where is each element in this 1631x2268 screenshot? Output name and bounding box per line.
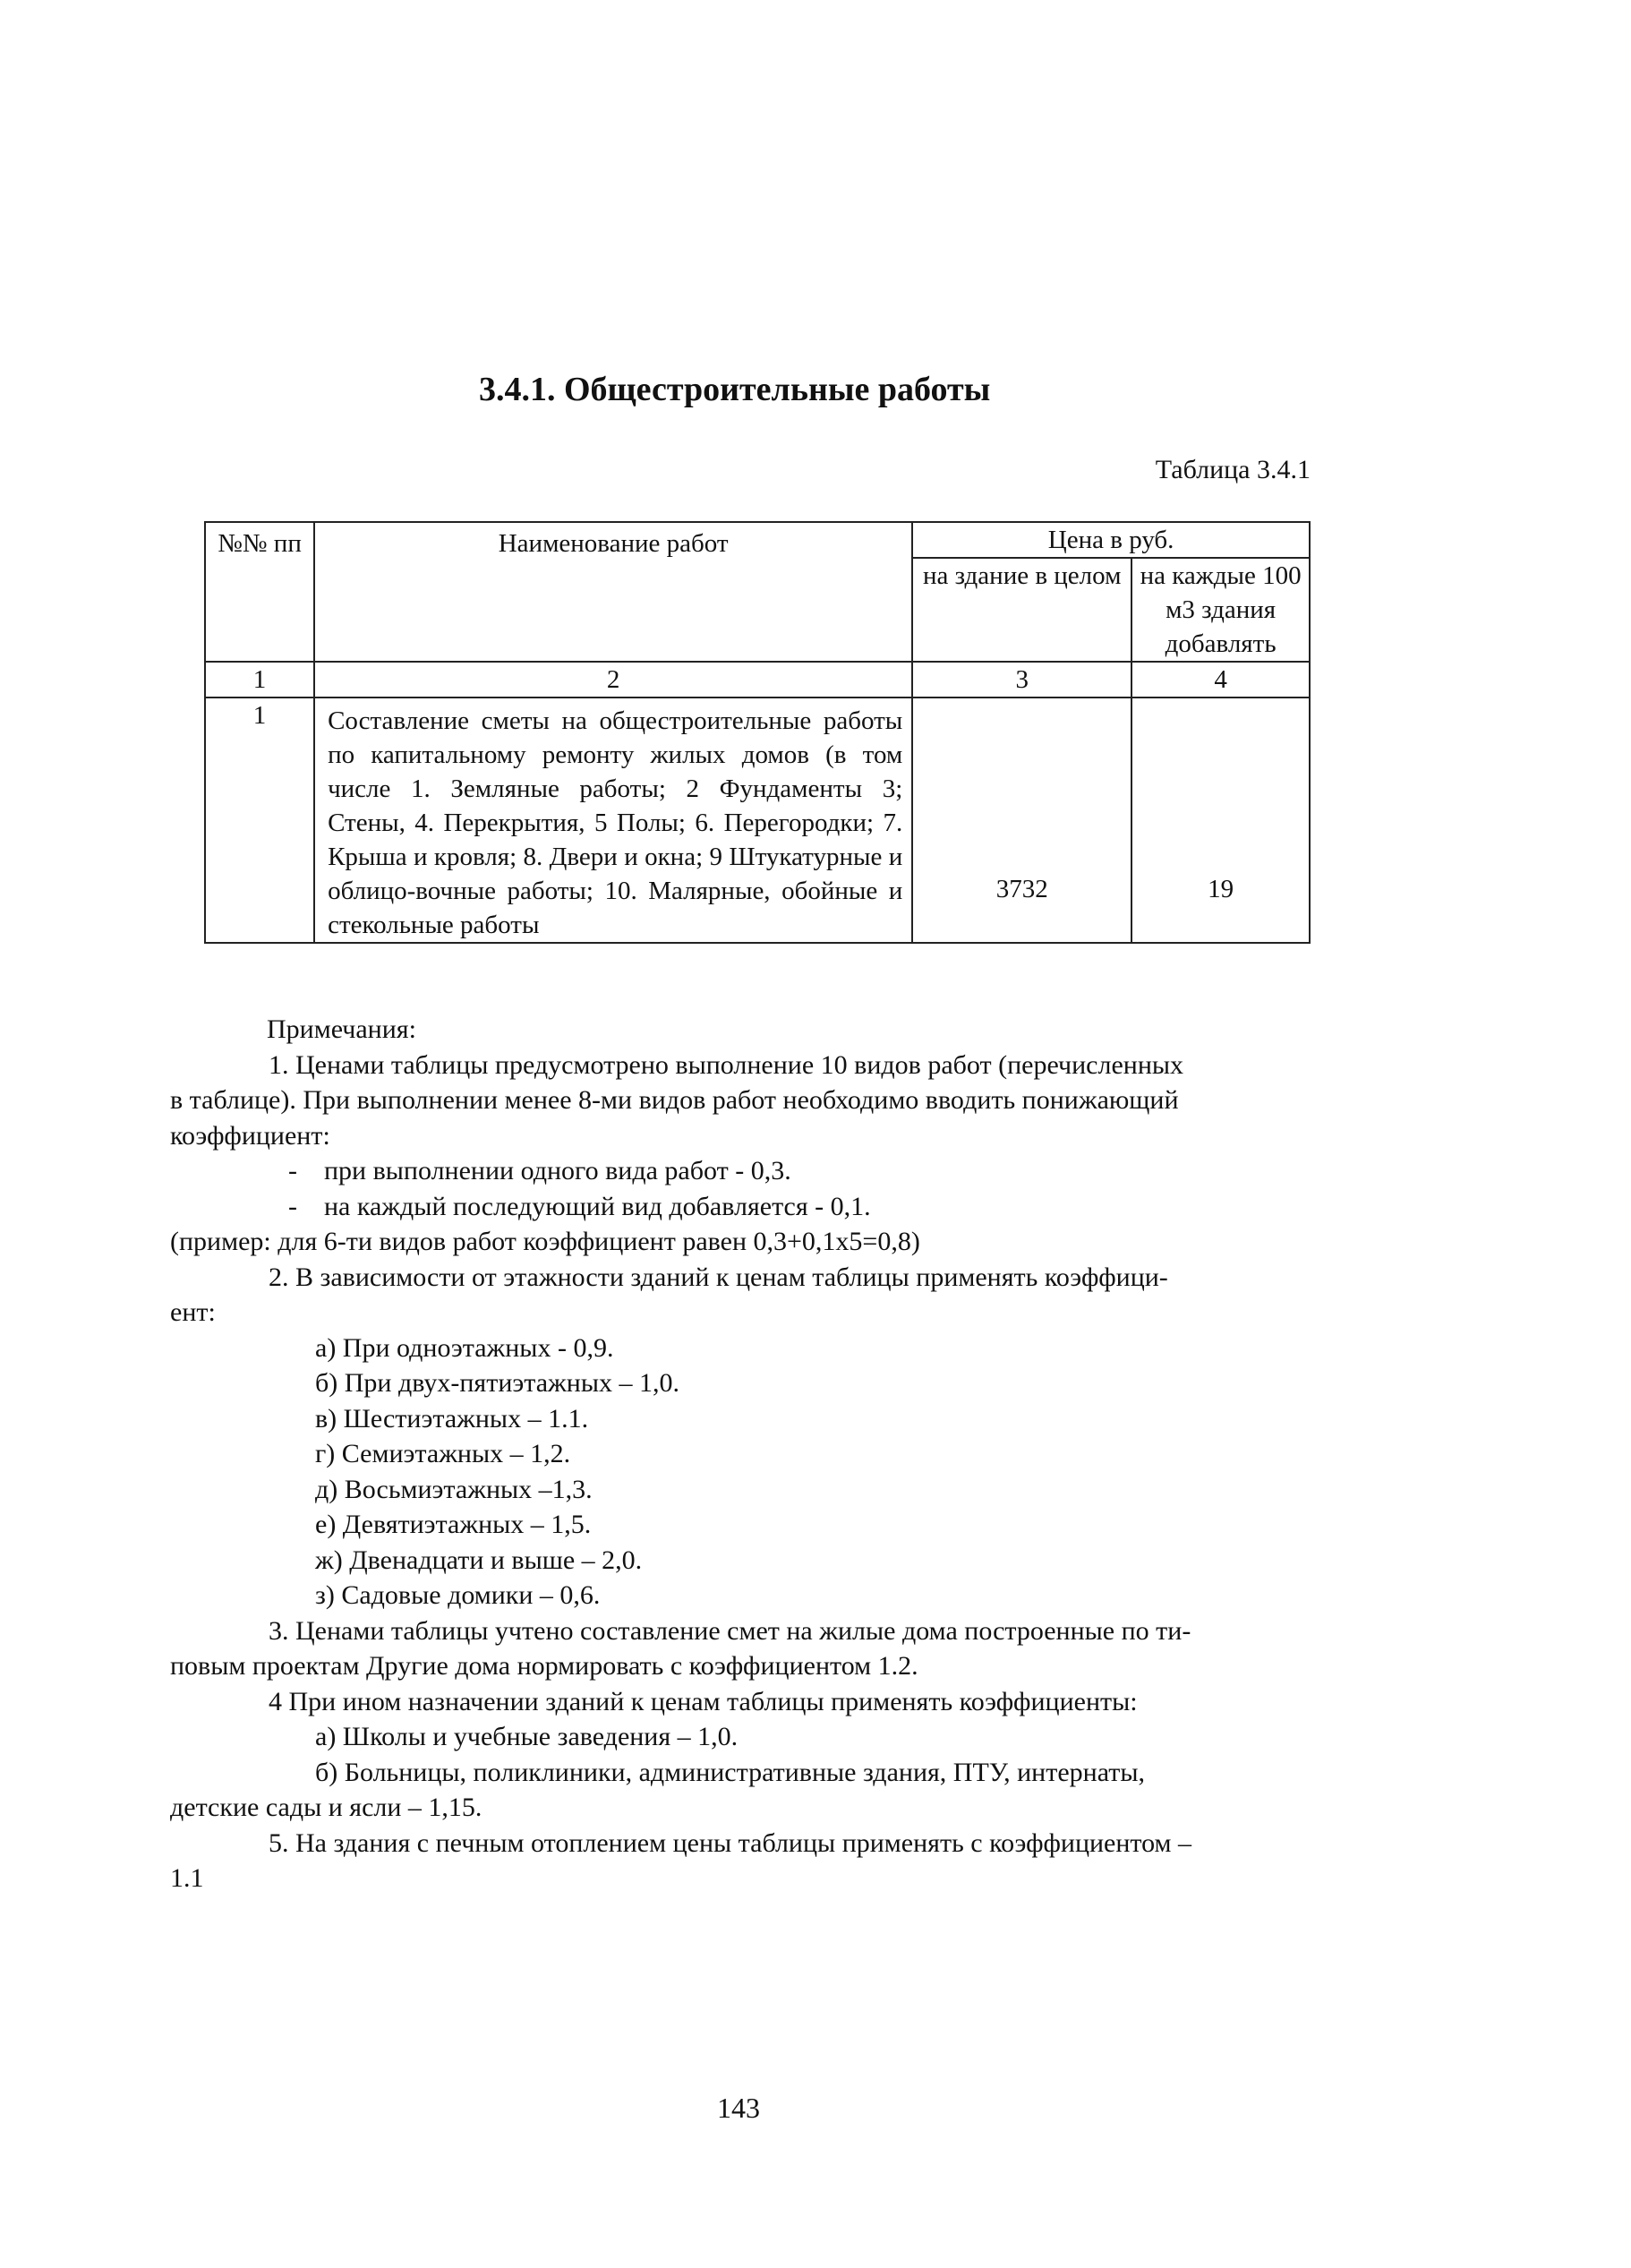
note-4-item-b-line-1: б) Больницы, поликлиники, административные здания, ПТУ, интернаты, [315, 1757, 1146, 1787]
row-price-whole: 3732 [912, 698, 1131, 943]
row-num: 1 [205, 698, 314, 943]
header-price: Цена в руб. [912, 522, 1310, 558]
note-2-item-z: з) Садовые домики – 0,6. [315, 1580, 601, 1610]
note-2-item-b: б) При двух-пятиэтажных – 1,0. [315, 1368, 679, 1398]
note-5-line-1: 5. На здания с печным отоплением цены таблицы применять с коэффициентом – [269, 1827, 1192, 1858]
header-name: Наименование работ [314, 522, 912, 662]
notes-heading: Примечания: [267, 1014, 416, 1044]
note-4-item-a: а) Школы и учебные заведения – 1,0. [315, 1722, 739, 1751]
section-title: 3.4.1. Общестроительные работы [479, 371, 991, 408]
note-1-dash-1: - при выполнении одного вида работ - 0,3. [288, 1156, 791, 1185]
note-1-line-1: 1. Ценами таблицы предусмотрено выполнение 10 видов работ (перечисленных [269, 1049, 1184, 1080]
note-2-item-zh: ж) Двенадцати и выше – 2,0. [315, 1545, 643, 1575]
note-3-line-2: повым проектам Другие дома нормировать с коэффициентом 1.2. [170, 1651, 918, 1681]
note-4-item-b-line-2: детские сады и ясли – 1,15. [170, 1793, 482, 1822]
row-price-per100: 19 [1131, 698, 1310, 943]
header-whole: на здание в целом [912, 558, 1131, 662]
col-number-4: 4 [1131, 662, 1310, 698]
page-number: 143 [717, 2092, 760, 2124]
note-1-dash-2: - на каждый последующий вид добавляется - 0,1. [288, 1191, 871, 1221]
note-5-line-2: 1.1 [170, 1863, 204, 1893]
table-row [205, 698, 1310, 943]
notes-section [170, 1012, 1316, 1896]
note-2-line-2: ент: [170, 1297, 216, 1327]
note-1-line-3: коэффициент: [170, 1120, 330, 1151]
col-number-2: 2 [314, 662, 912, 698]
note-2-item-v: в) Шестиэтажных – 1.1. [315, 1403, 589, 1434]
col-number-3: 3 [912, 662, 1131, 698]
note-1-line-2: в таблице). При выполнении менее 8-ми видов работ необходимо вводить понижающий [170, 1085, 1179, 1115]
col-number-1: 1 [205, 662, 314, 698]
note-2-item-d: д) Восьмиэтажных –1,3. [315, 1474, 593, 1504]
note-2-item-g: г) Семиэтажных – 1,2. [315, 1439, 571, 1468]
note-2-line-1: 2. В зависимости от этажности зданий к ценам таблицы применять коэффици- [269, 1262, 1168, 1292]
note-2-item-a: а) При одноэтажных - 0,9. [315, 1332, 614, 1363]
header-num: №№ пп [205, 522, 314, 662]
table-header-row [205, 522, 1310, 558]
note-2-item-e: е) Девятиэтажных – 1,5. [315, 1510, 592, 1539]
note-1-example: (пример: для 6-ти видов работ коэффициент равен 0,3+0,1x5=0,8) [170, 1227, 920, 1256]
table-caption: Таблица 3.4.1 [1155, 455, 1311, 484]
works-price-table [204, 521, 1311, 944]
row-description: Составление сметы на общестроительные работы по капитальному ремонту жилых домов (в том числе 1. Земляные работы; 2 Фундаменты 3; Стены, 4. Перекрытия, 5 Полы; 6. Перегородки; 7. Крыша и кровля; 8. Двери и окна; 9 Штукатурные и облицо-вочные работы; 10. Малярные, обойные и стекольные работы [314, 698, 912, 943]
header-per100: на каждые 100 м3 здания добавлять [1131, 558, 1310, 662]
column-number-row [205, 662, 1310, 698]
note-4-line-1: 4 При ином назначении зданий к ценам таблицы применять коэффициенты: [269, 1686, 1138, 1716]
note-3-line-1: 3. Ценами таблицы учтено составление смет на жилые дома построенные по ти- [269, 1615, 1191, 1646]
